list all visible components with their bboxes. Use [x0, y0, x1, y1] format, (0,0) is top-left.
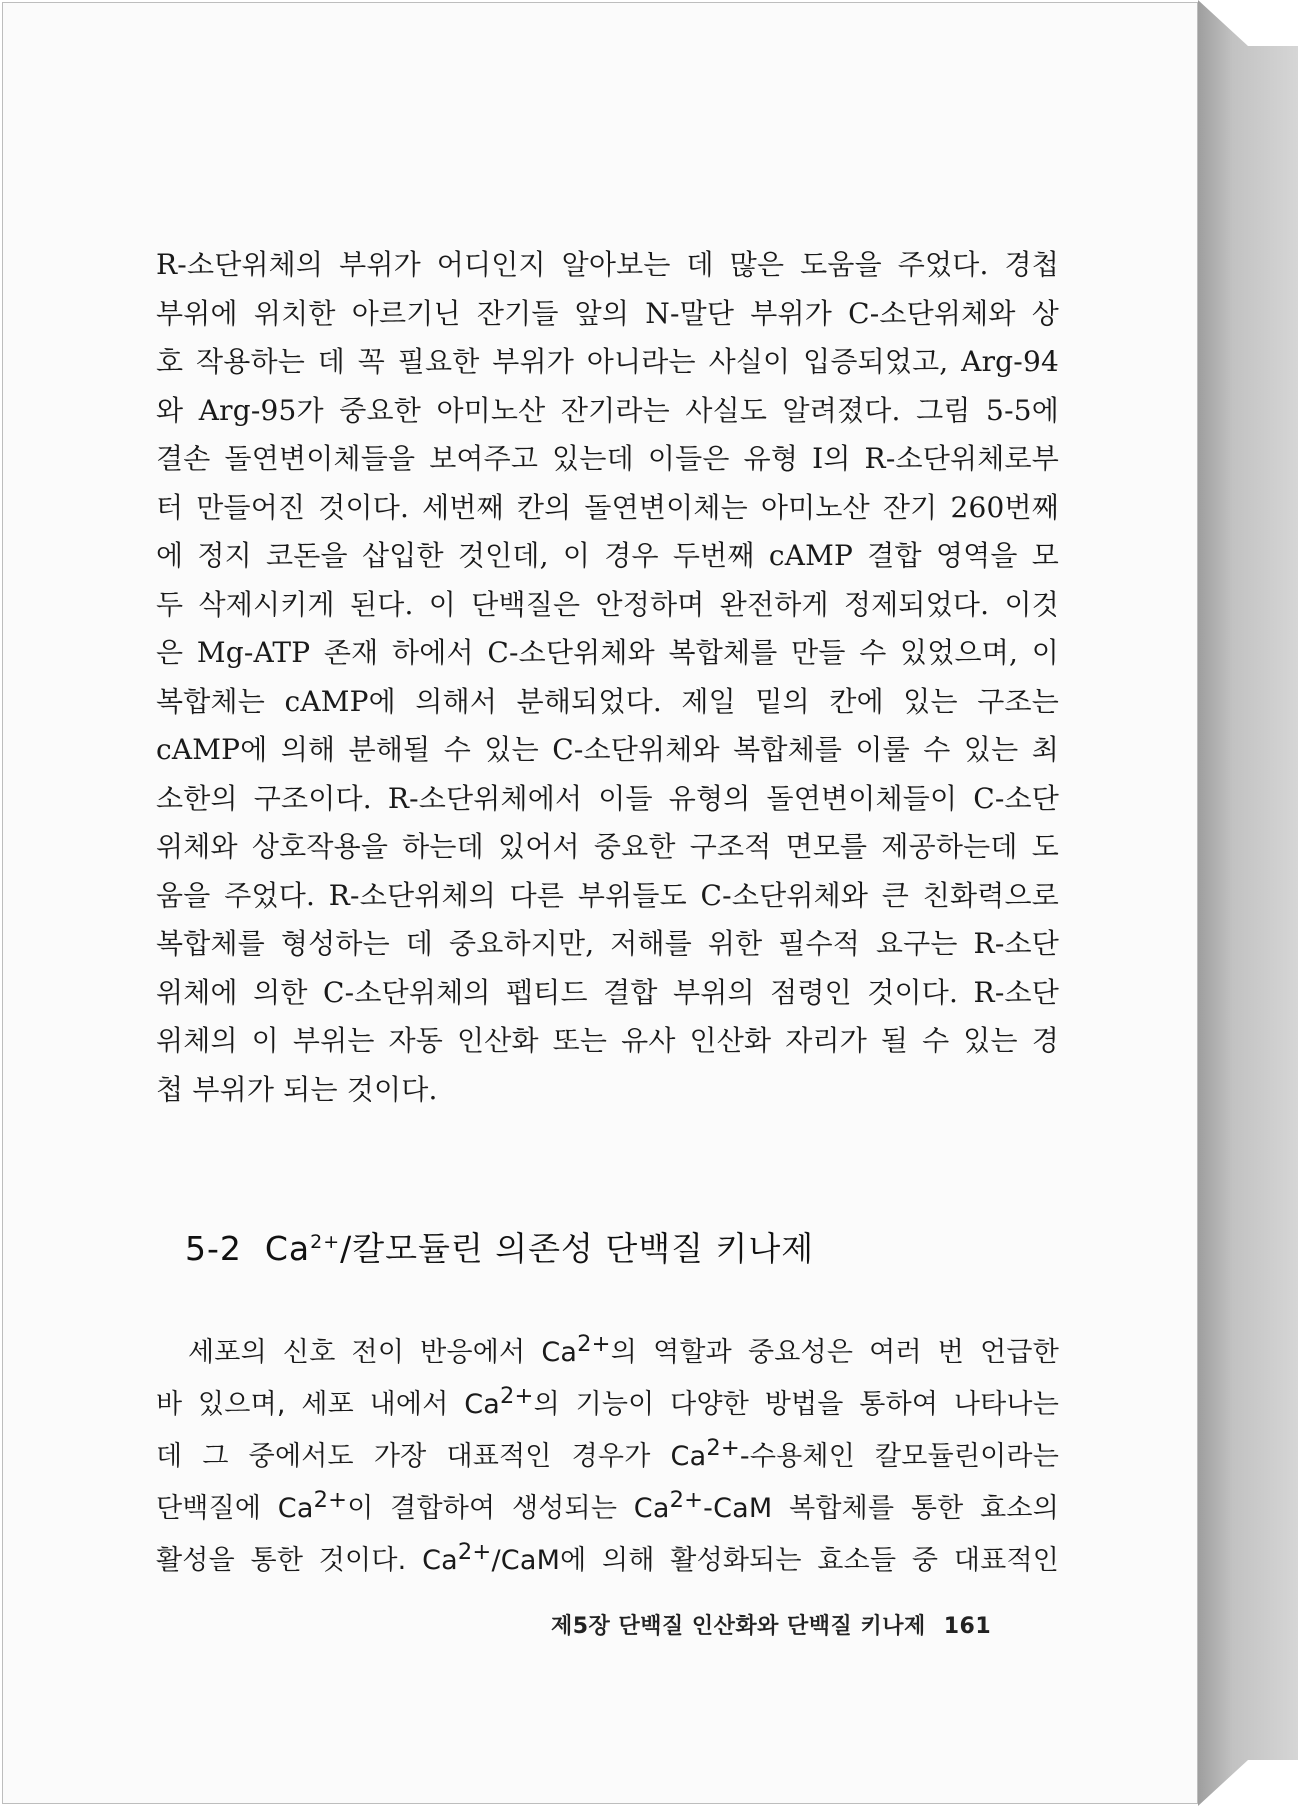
text-line: 부위에 위치한 아르기닌 잔기들 앞의 N-말단 부위가 C-소단위체와 상 — [156, 296, 1059, 330]
text-line: 와 Arg-95가 중요한 아미노산 잔기라는 사실도 알려졌다. 그림 5-5에 — [156, 393, 1059, 427]
superscript: 2+ — [577, 1331, 611, 1357]
paragraph-1 — [156, 241, 1059, 1114]
text-line: 결손 돌연변이체들을 보여주고 있는데 이들은 유형 I의 R-소단위체로부 — [156, 442, 1059, 475]
text-run: 이 결합하여 생성되는 Ca — [347, 1493, 670, 1524]
text-line — [156, 1370, 1059, 1422]
superscript: 2+ — [669, 1487, 704, 1513]
superscript: 2+ — [500, 1383, 534, 1409]
text-line: 위체에 의한 C-소단위체의 펩티드 결합 부위의 점령인 것이다. R-소단 — [156, 975, 1059, 1009]
text-run: /CaM에 의해 활성화되는 효소들 중 대표적인 — [491, 1545, 1060, 1576]
book-spine — [1198, 0, 1298, 1806]
chapter-title: 제5장 단백질 인산화와 단백질 키나제 — [551, 1614, 926, 1639]
section-ion: Ca — [264, 1229, 311, 1268]
running-footer — [551, 1609, 991, 1640]
paragraph-2 — [156, 1318, 1059, 1578]
text-line: 움을 주었다. R-소단위체의 다른 부위들도 C-소단위체와 큰 친화력으로 — [156, 878, 1059, 912]
text-line: 위체와 상호작용을 하는데 있어서 중요한 구조적 면모를 제공하는데 도 — [156, 830, 1059, 863]
section-ion-charge: 2+ — [310, 1231, 341, 1253]
text-run: -수용체인 칼모듈린이라는 — [739, 1441, 1059, 1472]
text-line: 은 Mg-ATP 존재 하에서 C-소단위체와 복합체를 만들 수 있었으며, 이 — [156, 636, 1059, 669]
text-line: 에 정지 코돈을 삽입한 것인데, 이 경우 두번째 cAMP 결합 영역을 모 — [156, 539, 1059, 572]
superscript: 2+ — [313, 1487, 348, 1513]
text-line: 위체의 이 부위는 자동 인산화 또는 유사 인산화 자리가 될 수 있는 경 — [156, 1024, 1059, 1057]
text-line — [156, 1474, 1059, 1526]
text-run: 단백질에 Ca — [156, 1493, 314, 1524]
section-heading — [185, 1223, 814, 1270]
page-number: 161 — [943, 1614, 992, 1639]
text-line — [156, 1526, 1059, 1578]
text-line: 호 작용하는 데 꼭 필요한 부위가 아니라는 사실이 입증되었고, Arg-94 — [156, 345, 1059, 378]
text-run: 의 기능이 다양한 방법을 통하여 나타나는 — [533, 1389, 1059, 1420]
section-number: 5-2 — [185, 1229, 242, 1268]
text-line: R-소단위체의 부위가 어디인지 알아보는 데 많은 도움을 주었다. 경첩 — [156, 248, 1059, 281]
text-run: 세포의 신호 전이 반응에서 Ca — [188, 1337, 578, 1368]
book-page — [2, 2, 1198, 1804]
text-line: 첩 부위가 되는 것이다. — [156, 1072, 438, 1106]
text-line: 두 삭제시키게 된다. 이 단백질은 안정하며 완전하게 정제되었다. 이것 — [156, 587, 1059, 621]
text-line: cAMP에 의해 분해될 수 있는 C-소단위체와 복합체를 이룰 수 있는 최 — [156, 733, 1059, 766]
superscript: 2+ — [457, 1539, 492, 1565]
superscript: 2+ — [706, 1435, 740, 1461]
text-line — [156, 1318, 1059, 1370]
text-line — [156, 1422, 1059, 1474]
text-run: 바 있으며, 세포 내에서 Ca — [156, 1389, 501, 1420]
text-line: 복합체는 cAMP에 의해서 분해되었다. 제일 밑의 칸에 있는 구조는 — [156, 684, 1059, 718]
text-run: 데 그 중에서도 가장 대표적인 경우가 Ca — [156, 1441, 707, 1472]
text-line: 터 만들어진 것이다. 세번째 칸의 돌연변이체는 아미노산 잔기 260번째 — [156, 490, 1059, 524]
text-line: 복합체를 형성하는 데 중요하지만, 저해를 위한 필수적 요구는 R-소단 — [156, 927, 1059, 960]
text-run: -CaM 복합체를 통한 효소의 — [703, 1493, 1059, 1524]
section-title: /칼모듈린 의존성 단백질 키나제 — [340, 1229, 815, 1268]
text-run: 활성을 통한 것이다. Ca — [156, 1545, 458, 1576]
text-line: 소한의 구조이다. R-소단위체에서 이들 유형의 돌연변이체들이 C-소단 — [156, 781, 1059, 815]
text-run: 의 역할과 중요성은 여러 번 언급한 — [610, 1337, 1059, 1368]
